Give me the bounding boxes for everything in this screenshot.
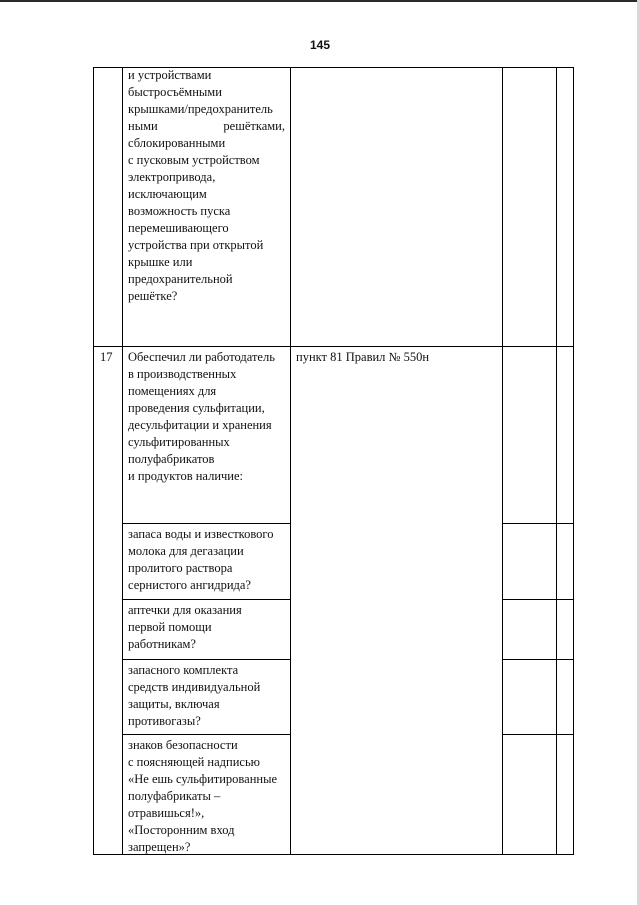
- text-line: противогазы?: [128, 714, 201, 728]
- subitem-divider-3-right: [502, 659, 574, 660]
- subitem-divider-3: [122, 659, 290, 660]
- row17-question-cell: [128, 349, 285, 485]
- col-border-left: [93, 67, 94, 855]
- subitem-divider-4: [122, 734, 290, 735]
- text-line: Обеспечил ли работодатель: [128, 350, 275, 364]
- subitem-divider-1-right: [502, 523, 574, 524]
- text-line: отравишься!»,: [128, 806, 205, 820]
- text-line: и продуктов наличие:: [128, 469, 244, 483]
- text-line: пролитого раствора: [128, 561, 233, 575]
- subitem-divider-2-right: [502, 599, 574, 600]
- text-line: крышками/предохранитель: [128, 102, 273, 116]
- text-line: возможность пуска: [128, 204, 231, 218]
- text-line: «Посторонним вход: [128, 823, 235, 837]
- page-number: 145: [309, 38, 331, 52]
- text-line: защиты, включая: [128, 697, 220, 711]
- text-line: средств индивидуальной: [128, 680, 261, 694]
- col-border-number: [122, 67, 123, 855]
- text-line: и устройствами: [128, 68, 212, 82]
- text-line: помещениях для: [128, 384, 217, 398]
- text-line: работникам?: [128, 637, 196, 651]
- text-line: перемешивающего: [128, 221, 229, 235]
- text-line: в производственных: [128, 367, 237, 381]
- text-line: первой помощи: [128, 620, 212, 634]
- text-line: с пусковым устройством: [128, 153, 260, 167]
- subitem-safety-signs: [128, 737, 285, 856]
- col-border-answer: [556, 67, 557, 855]
- text-line: полуфабрикаты –: [128, 789, 221, 803]
- scan-edge-top: [0, 0, 640, 2]
- subitem-divider-2: [122, 599, 290, 600]
- col-border-right: [573, 67, 574, 855]
- row17-reference: пункт 81 Правил № 550н: [296, 350, 430, 364]
- text-line: запасного комплекта: [128, 663, 239, 677]
- text-line: знаков безопасности: [128, 738, 238, 752]
- col-border-question: [290, 67, 291, 855]
- text-line: десульфитации и хранения: [128, 418, 272, 432]
- text-line: с поясняющей надписью: [128, 755, 261, 769]
- subitem-ppe: [128, 662, 285, 730]
- subitem-divider-1: [122, 523, 290, 524]
- text-line: запаса воды и известкового: [128, 527, 274, 541]
- col-border-reference: [502, 67, 503, 855]
- text-line: предохранительной: [128, 272, 233, 286]
- text-line: сульфитированных: [128, 435, 230, 449]
- text-line: устройства при открытой: [128, 238, 264, 252]
- word: ными: [128, 119, 158, 133]
- subitem-divider-4-right: [502, 734, 574, 735]
- continuation-question-cell: [128, 67, 285, 305]
- text-line: сблокированными: [128, 136, 226, 150]
- text-line: «Не ешь сульфитированные: [128, 772, 278, 786]
- text-line-justified: [128, 118, 285, 135]
- text-line: полуфабрикатов: [128, 452, 215, 466]
- text-line: быстросъёмными: [128, 85, 222, 99]
- row-number: 17: [100, 350, 113, 364]
- text-line: аптечки для оказания: [128, 603, 242, 617]
- text-line: крышке или: [128, 255, 193, 269]
- word: решётками,: [223, 119, 285, 133]
- text-line: исключающим: [128, 187, 207, 201]
- text-line: электропривода,: [128, 170, 216, 184]
- subitem-water-lime: [128, 526, 285, 594]
- text-line: проведения сульфитации,: [128, 401, 265, 415]
- text-line: сернистого ангидрида?: [128, 578, 251, 592]
- text-line: решётке?: [128, 289, 178, 303]
- subitem-first-aid: [128, 602, 285, 653]
- text-line: молока для дегазации: [128, 544, 244, 558]
- text-line: запрещен»?: [128, 840, 191, 854]
